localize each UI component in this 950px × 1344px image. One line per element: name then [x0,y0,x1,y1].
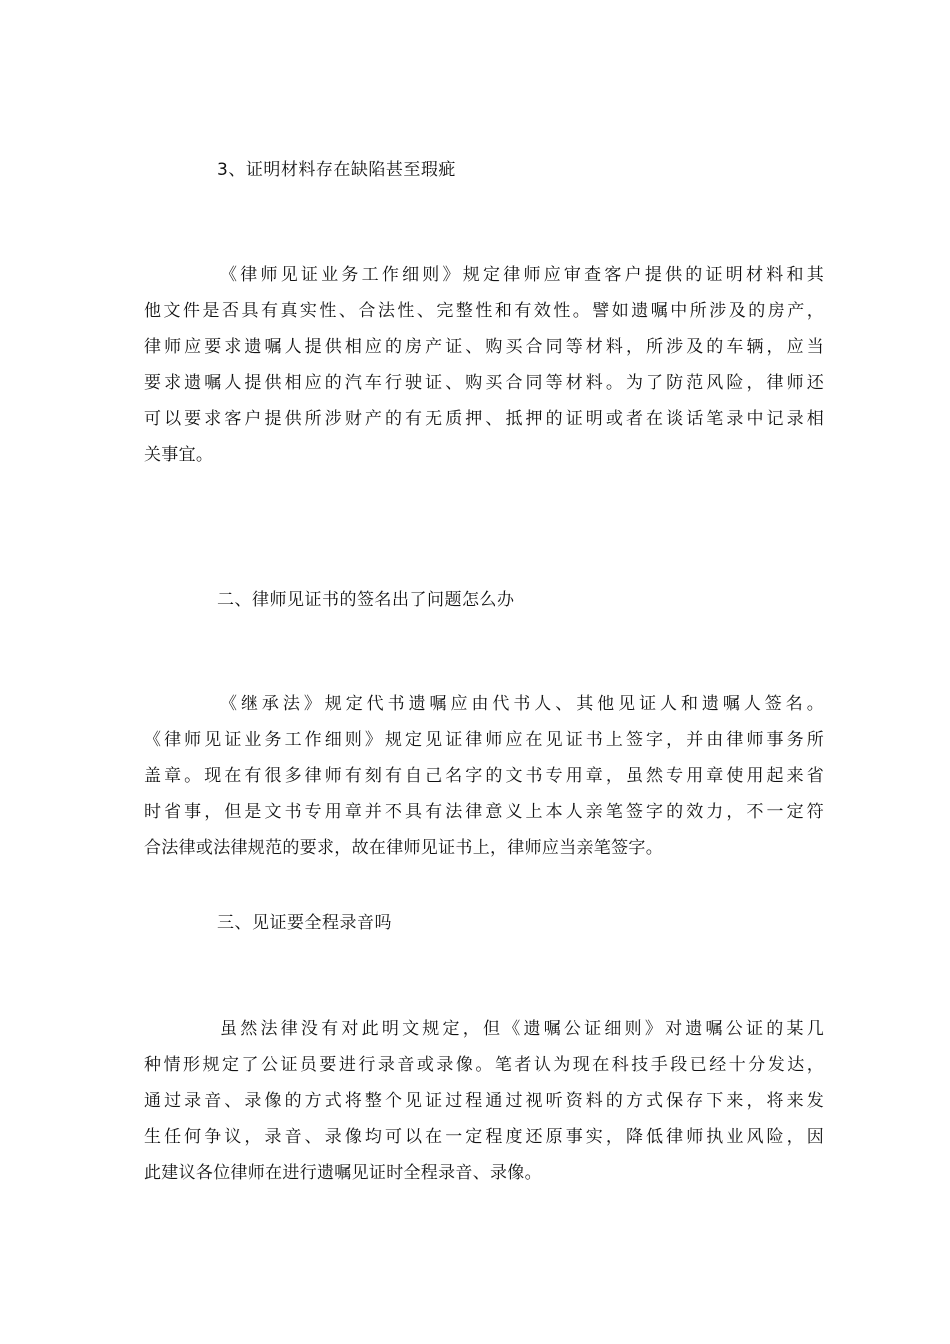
paragraph-signature [144,686,824,866]
paragraph-evidence-review [144,257,824,473]
paragraph-line: 此建议各位律师在进行遗嘱见证时全程录音、录像。 [144,1163,542,1183]
paragraph-line: 种情形规定了公证员要进行录音或录像。笔者认为现在科技手段已经十分发达， [144,1055,824,1075]
paragraph-recording [144,1011,824,1191]
paragraph-line: 律师应要求遗嘱人提供相应的房产证、购买合同等材料，所涉及的车辆，应当 [144,337,824,357]
paragraph-line: 《继承法》规定代书遗嘱应由代书人、其他见证人和遗嘱人签名。 [220,694,824,714]
paragraph-line: 盖章。现在有很多律师有刻有自己名字的文书专用章，虽然专用章使用起来省 [144,766,824,786]
paragraph-line: 通过录音、录像的方式将整个见证过程通过视听资料的方式保存下来，将来发 [144,1091,824,1111]
paragraph-line: 合法律或法律规范的要求，故在律师见证书上，律师应当亲笔签字。 [144,838,663,858]
section-heading-3: 3、证明材料存在缺陷甚至瑕疵 [217,160,456,180]
paragraph-line: 《律师见证业务工作细则》规定律师应审查客户提供的证明材料和其 [220,265,824,285]
paragraph-line: 生任何争议，录音、录像均可以在一定程度还原事实，降低律师执业风险，因 [144,1127,824,1147]
section-heading-2: 二、律师见证书的签名出了问题怎么办 [217,590,515,610]
paragraph-line: 虽然法律没有对此明文规定，但《遗嘱公证细则》对遗嘱公证的某几 [220,1019,824,1039]
paragraph-line: 他文件是否具有真实性、合法性、完整性和有效性。譬如遗嘱中所涉及的房产， [144,301,824,321]
paragraph-line: 要求遗嘱人提供相应的汽车行驶证、购买合同等材料。为了防范风险，律师还 [144,373,824,393]
paragraph-line: 时省事，但是文书专用章并不具有法律意义上本人亲笔签字的效力，不一定符 [144,802,824,822]
section-heading-3-recording: 三、见证要全程录音吗 [217,913,392,933]
paragraph-line: 《律师见证业务工作细则》规定见证律师应在见证书上签字，并由律师事务所 [144,730,824,750]
paragraph-line: 关事宜。 [144,445,214,465]
paragraph-line: 可以要求客户提供所涉财产的有无质押、抵押的证明或者在谈话笔录中记录相 [144,409,824,429]
